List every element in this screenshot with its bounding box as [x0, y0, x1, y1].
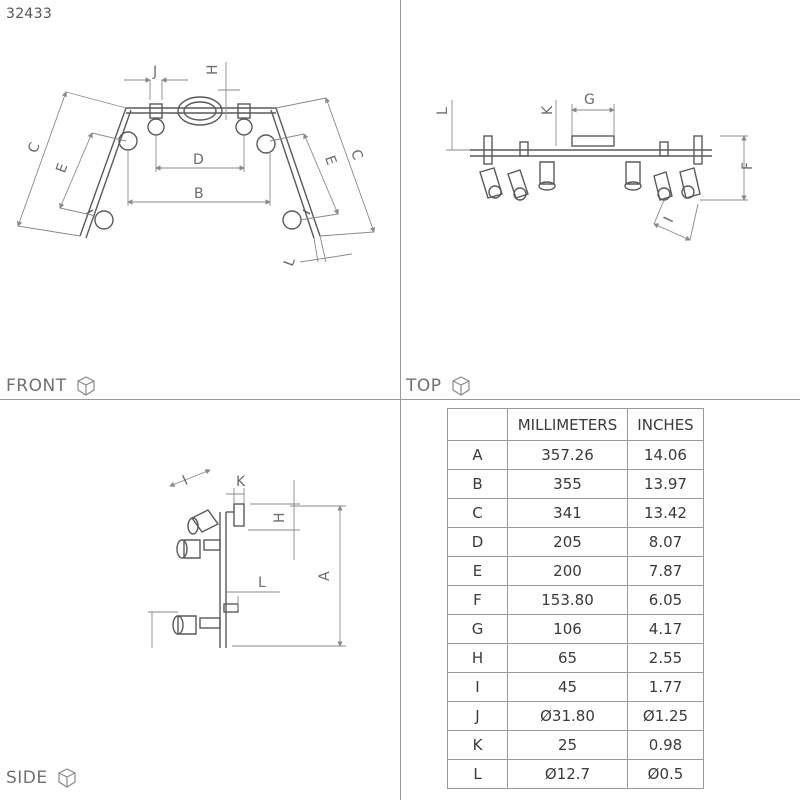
- row-key: D: [448, 528, 508, 557]
- header-key: [448, 409, 508, 441]
- table-row: [448, 760, 704, 789]
- row-mm: Ø12.7: [508, 760, 628, 789]
- front-label-text: FRONT: [6, 376, 67, 396]
- top-dim-letter-i: I: [661, 214, 678, 226]
- top-dim-letter-k: K: [540, 105, 556, 115]
- side-dim-letter-i: I: [179, 472, 191, 489]
- dimensions-table: [447, 408, 704, 789]
- table-row: [448, 731, 704, 760]
- side-view-label: [6, 767, 78, 789]
- row-in: 8.07: [628, 528, 704, 557]
- table-row: [448, 702, 704, 731]
- row-mm: 355: [508, 470, 628, 499]
- top-view-drawing: [470, 136, 712, 200]
- table-row: [448, 586, 704, 615]
- row-key: A: [448, 441, 508, 470]
- row-key: L: [448, 760, 508, 789]
- row-in: 13.97: [628, 470, 704, 499]
- row-mm: 341: [508, 499, 628, 528]
- row-key: H: [448, 644, 508, 673]
- row-mm: 65: [508, 644, 628, 673]
- top-dim-letter-l: L: [435, 107, 451, 115]
- table-row: [448, 557, 704, 586]
- row-key: B: [448, 470, 508, 499]
- row-mm: 153.80: [508, 586, 628, 615]
- front-view-label: [6, 375, 97, 397]
- row-key: G: [448, 615, 508, 644]
- dim-letter-h: H: [205, 64, 221, 75]
- table-row: [448, 673, 704, 702]
- side-view-drawing: [173, 504, 244, 648]
- cube-icon: [75, 375, 97, 397]
- row-in: 13.42: [628, 499, 704, 528]
- side-dim-letter-h: H: [272, 512, 288, 523]
- cube-icon: [56, 767, 78, 789]
- row-mm: 205: [508, 528, 628, 557]
- row-mm: 25: [508, 731, 628, 760]
- row-in: 6.05: [628, 586, 704, 615]
- dim-letter-e-right: E: [321, 153, 340, 168]
- dim-letter-e-left: E: [53, 161, 72, 176]
- header-millimeters: MILLIMETERS: [508, 409, 628, 441]
- dim-letter-j: J: [153, 64, 158, 80]
- table-row: [448, 615, 704, 644]
- row-in: 0.98: [628, 731, 704, 760]
- dim-letter-d: D: [193, 152, 204, 168]
- row-in: 14.06: [628, 441, 704, 470]
- table-row: [448, 528, 704, 557]
- dim-letter-c-left: C: [25, 140, 44, 156]
- top-label-text: TOP: [406, 376, 442, 396]
- product-code: 32433: [6, 6, 53, 22]
- header-inches: INCHES: [628, 409, 704, 441]
- cube-icon: [450, 375, 472, 397]
- row-key: F: [448, 586, 508, 615]
- row-in: 1.77: [628, 673, 704, 702]
- top-view-dimensions: [446, 100, 748, 240]
- table-row: [448, 644, 704, 673]
- table-header-row: [448, 409, 704, 441]
- row-mm: Ø31.80: [508, 702, 628, 731]
- row-in: 4.17: [628, 615, 704, 644]
- side-dim-letter-k: K: [236, 474, 246, 490]
- row-key: K: [448, 731, 508, 760]
- top-dimension-letters: [435, 92, 756, 225]
- top-dim-letter-f: F: [740, 161, 756, 170]
- top-view-label: [406, 375, 472, 397]
- dim-letter-c-right: C: [347, 147, 366, 163]
- table-row: [448, 470, 704, 499]
- side-dim-letter-l: L: [258, 575, 266, 591]
- dim-letter-b: B: [194, 186, 204, 202]
- top-dim-letter-g: G: [584, 92, 595, 108]
- row-in: Ø0.5: [628, 760, 704, 789]
- row-mm: 45: [508, 673, 628, 702]
- row-in: Ø1.25: [628, 702, 704, 731]
- table-row: [448, 441, 704, 470]
- row-mm: 357.26: [508, 441, 628, 470]
- row-key: I: [448, 673, 508, 702]
- row-in: 7.87: [628, 557, 704, 586]
- row-mm: 106: [508, 615, 628, 644]
- table-row: [448, 499, 704, 528]
- side-label-text: SIDE: [6, 768, 48, 788]
- dim-letter-l: L: [281, 255, 299, 269]
- row-key: J: [448, 702, 508, 731]
- row-key: E: [448, 557, 508, 586]
- side-dim-letter-a: A: [317, 571, 333, 581]
- row-key: C: [448, 499, 508, 528]
- row-in: 2.55: [628, 644, 704, 673]
- row-mm: 200: [508, 557, 628, 586]
